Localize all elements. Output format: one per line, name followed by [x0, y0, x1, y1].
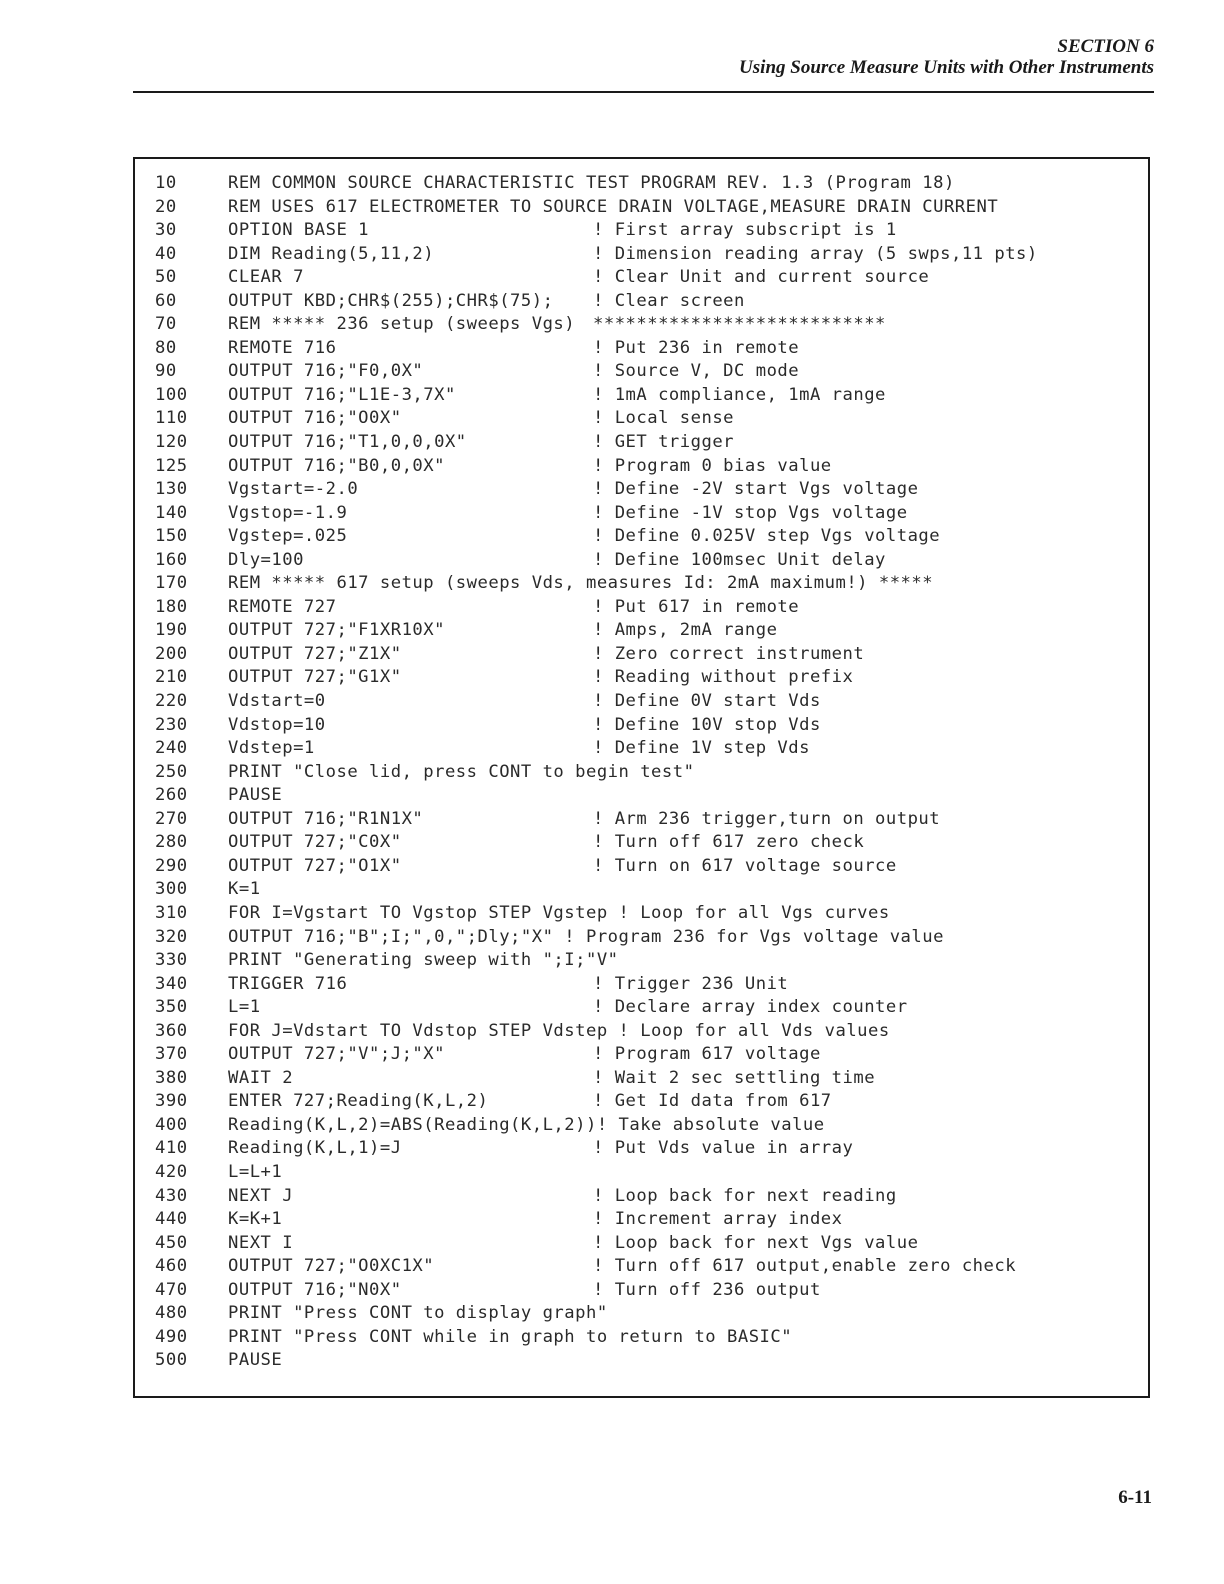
line-number: 140: [155, 502, 188, 523]
line-statement: OUTPUT 727;"Z1X": [228, 643, 402, 664]
line-number: 220: [155, 691, 188, 712]
line-statement: OUTPUT 727;"F1XR10X": [228, 620, 445, 641]
line-number: 70: [155, 314, 177, 335]
line-number: 120: [155, 432, 188, 453]
page-number: 6-11: [1118, 1487, 1152, 1508]
line-statement: OUTPUT 716;"B";I;",0,";Dly;"X" ! Program 236 for Vgs voltage value: [228, 926, 944, 947]
line-number: 90: [155, 361, 177, 382]
line-statement: L=L+1: [228, 1161, 283, 1182]
line-statement: ENTER 727;Reading(K,L,2): [228, 1091, 489, 1112]
line-statement: OUTPUT 716;"B0,0,0X": [228, 455, 445, 476]
line-statement: REMOTE 727: [228, 596, 337, 617]
line-number: 50: [155, 267, 177, 288]
line-statement: TRIGGER 716: [228, 973, 348, 994]
line-statement: OUTPUT 727;"C0X": [228, 832, 402, 853]
line-statement: FOR I=Vgstart TO Vgstop STEP Vgstep ! Loop for all Vgs curves: [228, 902, 890, 923]
line-number: 450: [155, 1232, 188, 1253]
line-number: 230: [155, 714, 188, 735]
line-number: 60: [155, 290, 177, 311]
line-statement: Vgstop=-1.9: [228, 502, 348, 523]
line-statement: FOR J=Vdstart TO Vdstop STEP Vdstep ! Loop for all Vds values: [228, 1020, 890, 1041]
line-statement: K=K+1: [228, 1209, 283, 1230]
line-number: 160: [155, 549, 188, 570]
line-number: 340: [155, 973, 188, 994]
line-statement: OUTPUT 727;"V";J;"X": [228, 1044, 445, 1065]
line-comment: ! Define 0.025V step Vgs voltage: [593, 526, 941, 547]
line-number: 500: [155, 1350, 188, 1371]
line-comment: ! Turn off 617 zero check: [593, 832, 865, 853]
line-comment: ! Put 617 in remote: [593, 596, 800, 617]
line-statement: Dly=100: [228, 549, 304, 570]
line-number: 190: [155, 620, 188, 641]
line-statement: OUTPUT KBD;CHR$(255);CHR$(75);: [228, 290, 554, 311]
line-number: 360: [155, 1020, 188, 1041]
line-comment: ! Clear screen: [593, 290, 745, 311]
line-statement: OUTPUT 716;"L1E-3,7X": [228, 384, 456, 405]
line-comment: ! Declare array index counter: [593, 997, 908, 1018]
line-comment: ! Define 1V step Vds: [593, 738, 810, 759]
line-number: 300: [155, 879, 188, 900]
line-statement: WAIT 2: [228, 1067, 294, 1088]
line-statement: NEXT J: [228, 1185, 294, 1206]
line-number: 125: [155, 455, 188, 476]
line-comment: ! Put 236 in remote: [593, 337, 800, 358]
line-number: 430: [155, 1185, 188, 1206]
line-comment: ! Arm 236 trigger,turn on output: [593, 808, 941, 829]
line-number: 390: [155, 1091, 188, 1112]
section-subtitle: Using Source Measure Units with Other Instruments: [739, 57, 1154, 78]
line-statement: Vdstart=0: [228, 691, 326, 712]
header-rule: [133, 91, 1154, 93]
line-number: 410: [155, 1138, 188, 1159]
line-number: 200: [155, 643, 188, 664]
line-number: 420: [155, 1161, 188, 1182]
line-statement: Vdstep=1: [228, 738, 315, 759]
line-statement: REM COMMON SOURCE CHARACTERISTIC TEST PROGRAM REV. 1.3 (Program 18): [228, 173, 955, 193]
line-number: 280: [155, 832, 188, 853]
line-number: 480: [155, 1303, 188, 1324]
line-comment: ! GET trigger: [593, 432, 735, 453]
line-comment: ! Define -2V start Vgs voltage: [593, 479, 919, 500]
line-statement: REM USES 617 ELECTROMETER TO SOURCE DRAIN VOLTAGE,MEASURE DRAIN CURRENT: [228, 196, 999, 217]
line-number: 320: [155, 926, 188, 947]
line-number: 400: [155, 1114, 188, 1135]
line-number: 490: [155, 1326, 188, 1347]
line-statement: Reading(K,L,1)=J: [228, 1138, 402, 1159]
line-comment: ! Amps, 2mA range: [593, 620, 778, 641]
line-number: 10: [155, 173, 177, 193]
line-statement: Vgstart=-2.0: [228, 479, 359, 500]
line-comment: ! Clear Unit and current source: [593, 267, 930, 288]
line-comment: ! Loop back for next Vgs value: [593, 1232, 919, 1253]
line-statement: PRINT "Close lid, press CONT to begin test": [228, 761, 695, 782]
line-statement: REMOTE 716: [228, 337, 337, 358]
line-number: 210: [155, 667, 188, 688]
line-number: 310: [155, 902, 188, 923]
line-comment: ! Loop back for next reading: [593, 1185, 897, 1206]
line-number: 290: [155, 855, 188, 876]
line-number: 460: [155, 1256, 188, 1277]
line-comment: ! Wait 2 sec settling time: [593, 1067, 876, 1088]
line-statement: Vdstop=10: [228, 714, 326, 735]
line-statement: L=1: [228, 997, 261, 1018]
line-number: 40: [155, 243, 177, 264]
line-statement: OUTPUT 727;"O0XC1X": [228, 1256, 435, 1277]
line-number: 370: [155, 1044, 188, 1065]
line-statement: OUTPUT 716;"N0X": [228, 1279, 402, 1300]
line-statement: OUTPUT 716;"R1N1X": [228, 808, 424, 829]
line-statement: OPTION BASE 1: [228, 220, 370, 241]
line-number: 260: [155, 785, 188, 806]
line-statement: Vgstep=.025: [228, 526, 348, 547]
line-comment: ! Zero correct instrument: [593, 643, 865, 664]
line-number: 470: [155, 1279, 188, 1300]
line-comment: ***************************: [593, 314, 886, 335]
page-header: [739, 36, 1154, 78]
line-number: 270: [155, 808, 188, 829]
line-statement: PAUSE: [228, 1350, 283, 1371]
line-comment: ! Trigger 236 Unit: [593, 973, 789, 994]
line-comment: ! 1mA compliance, 1mA range: [593, 384, 886, 405]
line-comment: ! Dimension reading array (5 swps,11 pts): [593, 243, 1038, 264]
line-number: 30: [155, 220, 177, 241]
line-comment: ! First array subscript is 1: [593, 220, 897, 241]
section-title: SECTION 6: [1057, 36, 1154, 57]
line-statement: OUTPUT 716;"T1,0,0,0X": [228, 432, 467, 453]
line-statement: PRINT "Press CONT to display graph": [228, 1303, 608, 1324]
line-number: 130: [155, 479, 188, 500]
line-comment: ! Program 0 bias value: [593, 455, 832, 476]
line-comment: ! Program 617 voltage: [593, 1044, 821, 1065]
line-number: 240: [155, 738, 188, 759]
line-comment: ! Define 0V start Vds: [593, 691, 821, 712]
line-comment: ! Get Id data from 617: [593, 1091, 832, 1112]
line-comment: ! Source V, DC mode: [593, 361, 800, 382]
line-comment: ! Local sense: [593, 408, 735, 429]
line-statement: PRINT "Generating sweep with ";I;"V": [228, 950, 619, 971]
line-statement: DIM Reading(5,11,2): [228, 243, 435, 264]
line-statement: NEXT I: [228, 1232, 294, 1253]
line-number: 170: [155, 573, 188, 594]
line-number: 150: [155, 526, 188, 547]
line-number: 20: [155, 196, 177, 217]
line-statement: PAUSE: [228, 785, 283, 806]
line-comment: ! Turn off 236 output: [593, 1279, 821, 1300]
line-comment: ! Reading without prefix: [593, 667, 854, 688]
line-comment: ! Define 10V stop Vds: [593, 714, 821, 735]
line-comment: ! Put Vds value in array: [593, 1138, 854, 1159]
line-statement: Reading(K,L,2)=ABS(Reading(K,L,2))! Take absolute value: [228, 1114, 825, 1135]
line-statement: K=1: [228, 879, 261, 900]
line-statement: OUTPUT 716;"O0X": [228, 408, 402, 429]
line-number: 180: [155, 596, 188, 617]
line-number: 440: [155, 1209, 188, 1230]
line-statement: OUTPUT 727;"G1X": [228, 667, 402, 688]
line-comment: ! Increment array index: [593, 1209, 843, 1230]
line-statement: OUTPUT 727;"O1X": [228, 855, 402, 876]
line-number: 250: [155, 761, 188, 782]
line-number: 350: [155, 997, 188, 1018]
line-statement: OUTPUT 716;"F0,0X": [228, 361, 424, 382]
line-statement: PRINT "Press CONT while in graph to return to BASIC": [228, 1326, 793, 1347]
line-number: 330: [155, 950, 188, 971]
line-number: 380: [155, 1067, 188, 1088]
line-comment: ! Define 100msec Unit delay: [593, 549, 886, 570]
line-statement: REM ***** 236 setup (sweeps Vgs): [228, 314, 576, 335]
line-comment: ! Turn on 617 voltage source: [593, 855, 897, 876]
line-number: 110: [155, 408, 188, 429]
line-statement: CLEAR 7: [228, 267, 304, 288]
line-comment: ! Define -1V stop Vgs voltage: [593, 502, 908, 523]
line-statement: REM ***** 617 setup (sweeps Vds, measures Id: 2mA maximum!) *****: [228, 573, 934, 594]
line-number: 80: [155, 337, 177, 358]
line-number: 100: [155, 384, 188, 405]
line-comment: ! Turn off 617 output,enable zero check: [593, 1256, 1017, 1277]
